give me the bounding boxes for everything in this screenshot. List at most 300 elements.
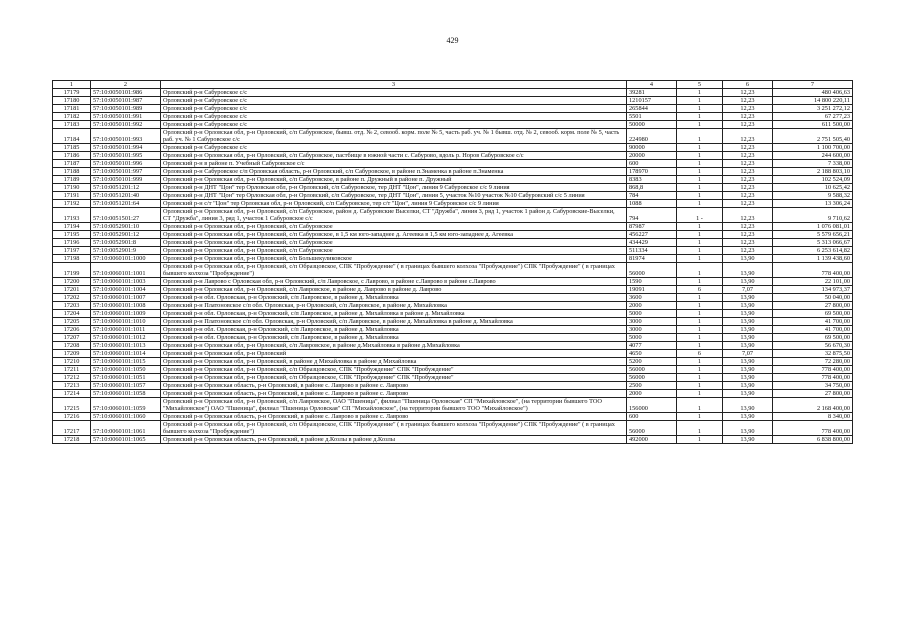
location-description-cell: Орловский р-н Платоновское с/п обл. Орловская, р-н Орловский, с/п Лавровское, в районе д. Михайловка в районе д. Михайловка — [161, 318, 627, 326]
area-cell: 50000 — [627, 121, 677, 129]
cadastral-value-cell: 10 625,42 — [773, 184, 853, 192]
area-cell: 2500 — [627, 382, 677, 390]
location-description-cell: Орловский р-н обл. Орловская, р-н Орловский, с/п Лавровское, в районе д. Михайловка в районе д. Михайловка — [161, 310, 627, 318]
location-description-cell: Орловский р-н Сабуровское с/с — [161, 121, 627, 129]
specific-value-cell: 7,07 — [723, 350, 773, 358]
cadastral-number-cell: 57:10:0060101:1059 — [91, 398, 161, 413]
area-cell: 5000 — [627, 310, 677, 318]
cadastral-value-cell: 67 277,23 — [773, 113, 853, 121]
group-code-cell: 1 — [677, 231, 723, 239]
group-code-cell: 1 — [677, 247, 723, 255]
group-code-cell: 6 — [677, 350, 723, 358]
cadastral-number-cell: 57:10:0060101:1001 — [91, 263, 161, 278]
specific-value-cell: 7,07 — [723, 286, 773, 294]
group-code-cell: 1 — [677, 89, 723, 97]
cadastral-number-cell: 57:10:0052901:8 — [91, 239, 161, 247]
group-code-cell: 1 — [677, 160, 723, 168]
row-number-cell: 17189 — [53, 176, 91, 184]
cadastral-number-cell: 57:10:0060101:1014 — [91, 350, 161, 358]
cadastral-number-cell: 57:10:0050101:987 — [91, 97, 161, 105]
column-header: 4 — [627, 81, 677, 89]
cadastral-number-cell: 57:10:0060101:1010 — [91, 318, 161, 326]
cadastral-value-cell: 134 973,37 — [773, 286, 853, 294]
group-code-cell: 1 — [677, 342, 723, 350]
cadastral-value-cell: 1 139 438,60 — [773, 255, 853, 263]
cadastral-number-cell: 57:10:0051201:12 — [91, 184, 161, 192]
table-row — [53, 239, 853, 247]
cadastral-value-cell: 2 168 400,00 — [773, 398, 853, 413]
table-row — [53, 302, 853, 310]
specific-value-cell: 13,90 — [723, 436, 773, 444]
row-number-cell: 17216 — [53, 413, 91, 421]
location-description-cell: Орловский р-н Орловская обл, р-н Орловский, с/п Сабуровское, пастбище в южной части с. Сабурово, вдоль р. Норов Сабуровское с/с — [161, 152, 627, 160]
group-code-cell: 1 — [677, 326, 723, 334]
table-row — [53, 200, 853, 208]
location-description-cell: Орловский р-н Сабуровское с/с — [161, 144, 627, 152]
area-cell: 81974 — [627, 255, 677, 263]
cadastral-number-cell: 57:10:0050101:989 — [91, 105, 161, 113]
table-row — [53, 413, 853, 421]
location-description-cell: Орловский р-н Сабуровское с/с — [161, 105, 627, 113]
group-code-cell: 1 — [677, 310, 723, 318]
cadastral-value-cell: 50 040,00 — [773, 294, 853, 302]
row-number-cell: 17190 — [53, 184, 91, 192]
specific-value-cell: 13,90 — [723, 413, 773, 421]
group-code-cell: 1 — [677, 168, 723, 176]
cadastral-value-cell: 2 751 505,40 — [773, 129, 853, 144]
cadastral-number-cell: 57:10:0050101:995 — [91, 152, 161, 160]
cadastral-value-cell: 9 588,32 — [773, 192, 853, 200]
specific-value-cell: 13,90 — [723, 390, 773, 398]
area-cell: 1210157 — [627, 97, 677, 105]
row-number-cell: 17208 — [53, 342, 91, 350]
table-row — [53, 129, 853, 144]
group-code-cell: 1 — [677, 358, 723, 366]
cadastral-number-cell: 57:10:0052901:10 — [91, 223, 161, 231]
row-number-cell: 17188 — [53, 168, 91, 176]
area-cell: 492000 — [627, 436, 677, 444]
row-number-cell: 17179 — [53, 89, 91, 97]
location-description-cell: Орловский р-н Орловская обл, р-н Орловский, с/п Сабуровское — [161, 247, 627, 255]
area-cell: 19091 — [627, 286, 677, 294]
cadastral-value-cell: 2 188 803,10 — [773, 168, 853, 176]
cadastral-number-cell: 57:10:0060101:1009 — [91, 310, 161, 318]
cadastral-value-cell: 778 400,00 — [773, 263, 853, 278]
cadastral-value-cell: 6 253 614,82 — [773, 247, 853, 255]
specific-value-cell: 12,23 — [723, 176, 773, 184]
cadastral-number-cell: 57:10:0060101:1004 — [91, 286, 161, 294]
row-number-cell: 17205 — [53, 318, 91, 326]
location-description-cell: Орловский р-н с/т "Цон" тер Орловская обл, р-н Орловский, с/п Сабуровское, тер с/т "Цон", линия 9 Сабуровское с/с 9 линия — [161, 200, 627, 208]
table-row — [53, 255, 853, 263]
cadastral-number-cell: 57:10:0060101:1050 — [91, 366, 161, 374]
table-row — [53, 208, 853, 223]
row-number-cell: 17212 — [53, 374, 91, 382]
cadastral-value-cell: 22 101,00 — [773, 278, 853, 286]
page-number: 429 — [446, 36, 459, 45]
cadastral-value-cell: 27 800,00 — [773, 390, 853, 398]
area-cell: 2000 — [627, 302, 677, 310]
group-code-cell: 1 — [677, 176, 723, 184]
specific-value-cell: 12,23 — [723, 168, 773, 176]
location-description-cell: Орловский р-н ДНТ "Цон" тер Орловская обл, р-н Орловский, с/п Сабуровское, тер ДНТ "Цон", линия 5, участок №10 участок №10 Сабуровский с/с 5 линия — [161, 192, 627, 200]
row-number-cell: 17200 — [53, 278, 91, 286]
area-cell: 39281 — [627, 89, 677, 97]
group-code-cell: 1 — [677, 366, 723, 374]
cadastral-number-cell: 57:10:0050101:993 — [91, 129, 161, 144]
location-description-cell: Орловский р-н Орловская обл, р-н Орловский — [161, 350, 627, 358]
table-row — [53, 184, 853, 192]
group-code-cell: 1 — [677, 263, 723, 278]
table-row — [53, 398, 853, 413]
cadastral-value-cell: 7 338,00 — [773, 160, 853, 168]
area-cell: 868,8 — [627, 184, 677, 192]
cadastral-number-cell: 57:10:0050101:996 — [91, 160, 161, 168]
cadastral-number-cell: 57:10:0050101:997 — [91, 168, 161, 176]
specific-value-cell: 13,90 — [723, 342, 773, 350]
cadastral-value-cell: 8 340,00 — [773, 413, 853, 421]
group-code-cell: 1 — [677, 239, 723, 247]
row-number-cell: 17180 — [53, 97, 91, 105]
group-code-cell: 1 — [677, 129, 723, 144]
cadastral-number-cell: 57:10:0060101:1012 — [91, 334, 161, 342]
specific-value-cell: 12,23 — [723, 160, 773, 168]
area-cell: 2000 — [627, 390, 677, 398]
area-cell: 87987 — [627, 223, 677, 231]
row-number-cell: 17199 — [53, 263, 91, 278]
cadastral-value-cell: 14 800 220,11 — [773, 97, 853, 105]
table-row — [53, 278, 853, 286]
location-description-cell: Орловский р-н Орловская область, р-н Орловский, в районе с. Лаврово в районе с. Лаврово — [161, 413, 627, 421]
table-row — [53, 247, 853, 255]
table-row — [53, 334, 853, 342]
table-row — [53, 152, 853, 160]
cadastral-value-cell: 72 280,00 — [773, 358, 853, 366]
area-cell: 4650 — [627, 350, 677, 358]
table-row — [53, 105, 853, 113]
group-code-cell: 1 — [677, 200, 723, 208]
cadastral-number-cell: 57:10:0051201:64 — [91, 200, 161, 208]
cadastral-value-cell: 9 710,62 — [773, 208, 853, 223]
group-code-cell: 1 — [677, 255, 723, 263]
table-row — [53, 382, 853, 390]
group-code-cell: 1 — [677, 121, 723, 129]
table-row — [53, 231, 853, 239]
cadastral-value-cell: 3 251 272,12 — [773, 105, 853, 113]
location-description-cell: Орловский р-н Сабуровское с/с — [161, 89, 627, 97]
cadastral-number-cell: 57:10:0060101:1007 — [91, 294, 161, 302]
location-description-cell: Орловский р-н Сабуровское с/с — [161, 113, 627, 121]
area-cell: 1088 — [627, 200, 677, 208]
row-number-cell: 17187 — [53, 160, 91, 168]
area-cell: 600 — [627, 160, 677, 168]
column-header: 6 — [723, 81, 773, 89]
location-description-cell: Орловский р-н ДНТ "Цон" тер Орловская обл, р-н Орловский, с/п Сабуровское, тер ДНТ "Цон", линия 9 Сабуровское с/с 9 линия — [161, 184, 627, 192]
table-row — [53, 176, 853, 184]
location-description-cell: Орловский р-н Орловская обл, р-н Орловский, с/п Сабуровское, в 1,5 км юго-западнее д. Агеевка в 1,5 км юго-западнее д. Агеевка — [161, 231, 627, 239]
location-description-cell: Орловский р-н Сабуровское с/п Орловская область, р-н Орловский, с/п Сабуровское, в районе п.Знаменка в районе п.Знаменка — [161, 168, 627, 176]
specific-value-cell: 12,23 — [723, 192, 773, 200]
area-cell: 784 — [627, 192, 677, 200]
area-cell: 224980 — [627, 129, 677, 144]
cadastral-number-cell: 57:10:0060101:1013 — [91, 342, 161, 350]
area-cell: 8383 — [627, 176, 677, 184]
cadastral-value-table — [52, 80, 853, 444]
column-header: 5 — [677, 81, 723, 89]
cadastral-value-cell: 69 500,00 — [773, 310, 853, 318]
row-number-cell: 17182 — [53, 113, 91, 121]
area-cell: 3600 — [627, 294, 677, 302]
location-description-cell: Орловский р-н Орловская обл, р-н Орловский, с/п Сабуровское, район д. Сабуровские Выселки, СТ "Дружба", линия 3, ряд 1, участок 1 район д. Сабуровские-Выселки, СТ "Дружба", линия 3, ряд 1, участок 1 Сабуровское с/с — [161, 208, 627, 223]
table-row — [53, 113, 853, 121]
cadastral-number-cell: 57:10:0050101:991 — [91, 113, 161, 121]
area-cell: 56000 — [627, 263, 677, 278]
group-code-cell: 1 — [677, 421, 723, 436]
row-number-cell: 17193 — [53, 208, 91, 223]
group-code-cell: 1 — [677, 436, 723, 444]
location-description-cell: Орловский р-н Орловская обл, р-н Орловский, с/п Сабуровское — [161, 223, 627, 231]
location-description-cell: Орловский р-н Лаврово с Орловская обл, р-н Орловский, с/п Лавровское, с Лаврово, в районе с.Лаврово в районе с.Лаврово — [161, 278, 627, 286]
area-cell: 5200 — [627, 358, 677, 366]
cadastral-value-cell: 41 700,00 — [773, 326, 853, 334]
area-cell: 178970 — [627, 168, 677, 176]
row-number-cell: 17195 — [53, 231, 91, 239]
location-description-cell: Орловский р-н обл. Орловская, р-н Орловский, с/п Лавровское, в районе д. Михайловка — [161, 326, 627, 334]
specific-value-cell: 12,23 — [723, 239, 773, 247]
location-description-cell: Орловский р-н Орловская обл, р-н Орловский, с/п Образцовское, СПК "Пробуждение" СПК "Пробуждение" — [161, 366, 627, 374]
specific-value-cell: 13,90 — [723, 398, 773, 413]
specific-value-cell: 12,23 — [723, 152, 773, 160]
cadastral-value-cell: 1 076 081,01 — [773, 223, 853, 231]
location-description-cell: Орловский р-н Орловская обл, р-н Орловский, с/п Лавровское, в районе д. Лаврово в районе д. Лаврово — [161, 286, 627, 294]
specific-value-cell: 13,90 — [723, 310, 773, 318]
cadastral-value-cell: 5 313 066,67 — [773, 239, 853, 247]
specific-value-cell: 13,90 — [723, 334, 773, 342]
group-code-cell: 6 — [677, 286, 723, 294]
table-row — [53, 310, 853, 318]
group-code-cell: 1 — [677, 302, 723, 310]
cadastral-value-cell: 244 600,00 — [773, 152, 853, 160]
specific-value-cell: 13,90 — [723, 255, 773, 263]
cadastral-value-cell: 778 400,00 — [773, 366, 853, 374]
cadastral-number-cell: 57:10:0060101:1057 — [91, 382, 161, 390]
row-number-cell: 17198 — [53, 255, 91, 263]
specific-value-cell: 12,23 — [723, 200, 773, 208]
location-description-cell: Орловский р-н в районе п. Учебный Сабуровское с/с — [161, 160, 627, 168]
group-code-cell: 1 — [677, 318, 723, 326]
specific-value-cell: 12,23 — [723, 105, 773, 113]
group-code-cell: 1 — [677, 413, 723, 421]
location-description-cell: Орловский р-н Орловская область, р-н Орловский, в районе с. Лаврово в районе с. Лаврово — [161, 390, 627, 398]
cadastral-number-cell: 57:10:0052901:12 — [91, 231, 161, 239]
row-number-cell: 17183 — [53, 121, 91, 129]
row-number-cell: 17185 — [53, 144, 91, 152]
area-cell: 600 — [627, 413, 677, 421]
group-code-cell: 1 — [677, 105, 723, 113]
location-description-cell: Орловский р-н Орловская область, р-н Орловский, в районе д.Козлы в районе д.Козлы — [161, 436, 627, 444]
table-row — [53, 263, 853, 278]
specific-value-cell: 13,90 — [723, 302, 773, 310]
location-description-cell: Орловский р-н Сабуровское с/с — [161, 97, 627, 105]
specific-value-cell: 13,90 — [723, 358, 773, 366]
table-row — [53, 294, 853, 302]
row-number-cell: 17192 — [53, 200, 91, 208]
specific-value-cell: 13,90 — [723, 366, 773, 374]
area-cell: 3000 — [627, 318, 677, 326]
row-number-cell: 17203 — [53, 302, 91, 310]
cadastral-value-cell: 27 800,00 — [773, 302, 853, 310]
table-row — [53, 192, 853, 200]
row-number-cell: 17211 — [53, 366, 91, 374]
table-row — [53, 436, 853, 444]
location-description-cell: Орловский р-н Орловская обл, р-н Орловский, с/п Образцовское, СПК "Пробуждение" ( в границах бывшего колхоза "Пробуждение") СПК "Пробуждение" ( в границах бывшего колхоза "Пробуждение") — [161, 421, 627, 436]
group-code-cell: 1 - — [677, 208, 723, 223]
cadastral-number-cell: 57:10:0060101:1051 — [91, 374, 161, 382]
cadastral-value-cell: 5 579 656,21 — [773, 231, 853, 239]
group-code-cell: 1 — [677, 294, 723, 302]
column-number-row — [53, 81, 853, 89]
location-description-cell: Орловский р-н Орловская обл, р-н Орловский, с/п Сабуровское, в районе п. Дружный в районе п. Дружный — [161, 176, 627, 184]
table-row — [53, 318, 853, 326]
table-row — [53, 121, 853, 129]
specific-value-cell: 12,23 — [723, 129, 773, 144]
column-header: 2 — [91, 81, 161, 89]
area-cell: 265844 — [627, 105, 677, 113]
area-cell: 3000 — [627, 326, 677, 334]
table-row — [53, 89, 853, 97]
specific-value-cell: 13,90 — [723, 326, 773, 334]
specific-value-cell: 12,23 — [723, 89, 773, 97]
group-code-cell: 1 — [677, 113, 723, 121]
group-code-cell: 1 — [677, 390, 723, 398]
group-code-cell: 1 — [677, 152, 723, 160]
area-cell: 156000 — [627, 398, 677, 413]
cadastral-number-cell: 57:10:0060101:1008 — [91, 302, 161, 310]
group-code-cell: 1 — [677, 334, 723, 342]
table-row — [53, 374, 853, 382]
specific-value-cell: 12,23 — [723, 223, 773, 231]
group-code-cell: 1 — [677, 374, 723, 382]
cadastral-number-cell: 57:10:0050101:999 — [91, 176, 161, 184]
cadastral-number-cell: 57:10:0051201:40 — [91, 192, 161, 200]
table-row — [53, 421, 853, 436]
table-row — [53, 366, 853, 374]
location-description-cell: Орловский р-н Орловская обл, р-н Орловский, с/п Образцовское, СПК "Пробуждение" ( в границах бывшего колхоза "Пробуждение") СПК "Пробуждение" ( в границах бывшего колхоза "Пробуждение") — [161, 263, 627, 278]
specific-value-cell: 13,90 — [723, 263, 773, 278]
row-number-cell: 17204 — [53, 310, 91, 318]
cadastral-value-cell: 32 875,50 — [773, 350, 853, 358]
cadastral-number-cell: 57:10:0060101:1061 — [91, 421, 161, 436]
group-code-cell: 1 — [677, 223, 723, 231]
area-cell: 56000 — [627, 421, 677, 436]
location-description-cell: Орловский р-н Орловская обл, р-н Орловский, с/п Лавровское, ОАО "Пшеница", филиал "Пшеница Орловская" СП "Михайловское", (на территории бывшего ТОО "Михайловское") ОАО "Пшеница", филиал "Пшеница Орловская" СП "Михайловское", (на территории бывшего ТОО "Михайловское") — [161, 398, 627, 413]
table-row — [53, 390, 853, 398]
row-number-cell: 17214 — [53, 390, 91, 398]
cadastral-number-cell: 57:10:0050101:986 — [91, 89, 161, 97]
location-description-cell: Орловский р-н Орловская обл, р-н Орловский, с/п Лавровское, в районе д.Михайловка в районе д.Михайловка — [161, 342, 627, 350]
row-number-cell: 17217 — [53, 421, 91, 436]
cadastral-value-cell: 778 400,00 — [773, 421, 853, 436]
table-row — [53, 144, 853, 152]
cadastral-value-cell: 34 750,00 — [773, 382, 853, 390]
row-number-cell: 17209 — [53, 350, 91, 358]
group-code-cell: 1 — [677, 97, 723, 105]
group-code-cell: 1 — [677, 144, 723, 152]
specific-value-cell: 12,23 — [723, 144, 773, 152]
cadastral-value-cell: 611 500,00 — [773, 121, 853, 129]
row-number-cell: 17194 — [53, 223, 91, 231]
cadastral-number-cell: 57:10:0050101:992 — [91, 121, 161, 129]
row-number-cell: 17207 — [53, 334, 91, 342]
row-number-cell: 17181 — [53, 105, 91, 113]
group-code-cell: 1 — [677, 398, 723, 413]
cadastral-number-cell: 57:10:0060101:1065 — [91, 436, 161, 444]
row-number-cell: 17184 — [53, 129, 91, 144]
area-cell: 511334 — [627, 247, 677, 255]
specific-value-cell: 13,90 — [723, 421, 773, 436]
cadastral-value-cell: 13 306,24 — [773, 200, 853, 208]
specific-value-cell: 12,23 — [723, 113, 773, 121]
cadastral-value-cell: 6 838 800,00 — [773, 436, 853, 444]
row-number-cell: 17196 — [53, 239, 91, 247]
specific-value-cell: 12,23 — [723, 184, 773, 192]
specific-value-cell: 13,90 — [723, 374, 773, 382]
area-cell: 794 — [627, 208, 677, 223]
row-number-cell: 17218 — [53, 436, 91, 444]
location-description-cell: Орловский р-н Орловская обл, р-н Орловский, с/п Сабуровское, бывш. отд. № 2, севооб. корм. поле № 5, часть раб. уч. № 1 бывш. отд. № 2, севооб. корм. поле № 5, часть раб. уч. № 1 Сабуровское с/с — [161, 129, 627, 144]
table-row — [53, 342, 853, 350]
cadastral-number-cell: 57:10:0050101:994 — [91, 144, 161, 152]
table-row — [53, 97, 853, 105]
cadastral-number-cell: 57:10:0060101:1000 — [91, 255, 161, 263]
row-number-cell: 17186 — [53, 152, 91, 160]
cadastral-value-cell: 480 406,63 — [773, 89, 853, 97]
cadastral-number-cell: 57:10:0060101:1003 — [91, 278, 161, 286]
table-row — [53, 326, 853, 334]
cadastral-value-cell: 69 500,00 — [773, 334, 853, 342]
specific-value-cell: 12,23 — [723, 208, 773, 223]
cadastral-value-cell: 56 670,30 — [773, 342, 853, 350]
row-number-cell: 17201 — [53, 286, 91, 294]
table-row — [53, 350, 853, 358]
row-number-cell: 17210 — [53, 358, 91, 366]
cadastral-number-cell: 57:10:0052901:9 — [91, 247, 161, 255]
location-description-cell: Орловский р-н Орловская обл, р-н Орловский, с/п Большекуликовское — [161, 255, 627, 263]
area-cell: 4077 — [627, 342, 677, 350]
cadastral-value-cell: 41 700,00 — [773, 318, 853, 326]
table-row — [53, 358, 853, 366]
area-cell: 20000 — [627, 152, 677, 160]
group-code-cell: 1 — [677, 382, 723, 390]
group-code-cell: 1 — [677, 192, 723, 200]
cadastral-number-cell: 57:10:0060101:1011 — [91, 326, 161, 334]
cadastral-number-cell: 57:10:0060101:1015 — [91, 358, 161, 366]
specific-value-cell: 12,23 — [723, 121, 773, 129]
row-number-cell: 17215 — [53, 398, 91, 413]
location-description-cell: Орловский р-н Орловская область, р-н Орловский, в районе с. Лаврово в районе с. Лаврово — [161, 382, 627, 390]
specific-value-cell: 13,90 — [723, 318, 773, 326]
location-description-cell: Орловский р-н Орловская обл, р-н Орловский, с/п Образцовское, СПК "Пробуждение" СПК "Пробуждение" — [161, 374, 627, 382]
specific-value-cell: 13,90 — [723, 278, 773, 286]
column-header: 7 — [773, 81, 853, 89]
row-number-cell: 17197 — [53, 247, 91, 255]
specific-value-cell: 13,90 — [723, 382, 773, 390]
specific-value-cell: 12,23 — [723, 247, 773, 255]
area-cell: 56000 — [627, 374, 677, 382]
group-code-cell: 1 — [677, 278, 723, 286]
location-description-cell: Орловский р-н Орловская обл, р-н Орловский, в районе д Михайловка в районе д Михайловка — [161, 358, 627, 366]
row-number-cell: 17213 — [53, 382, 91, 390]
